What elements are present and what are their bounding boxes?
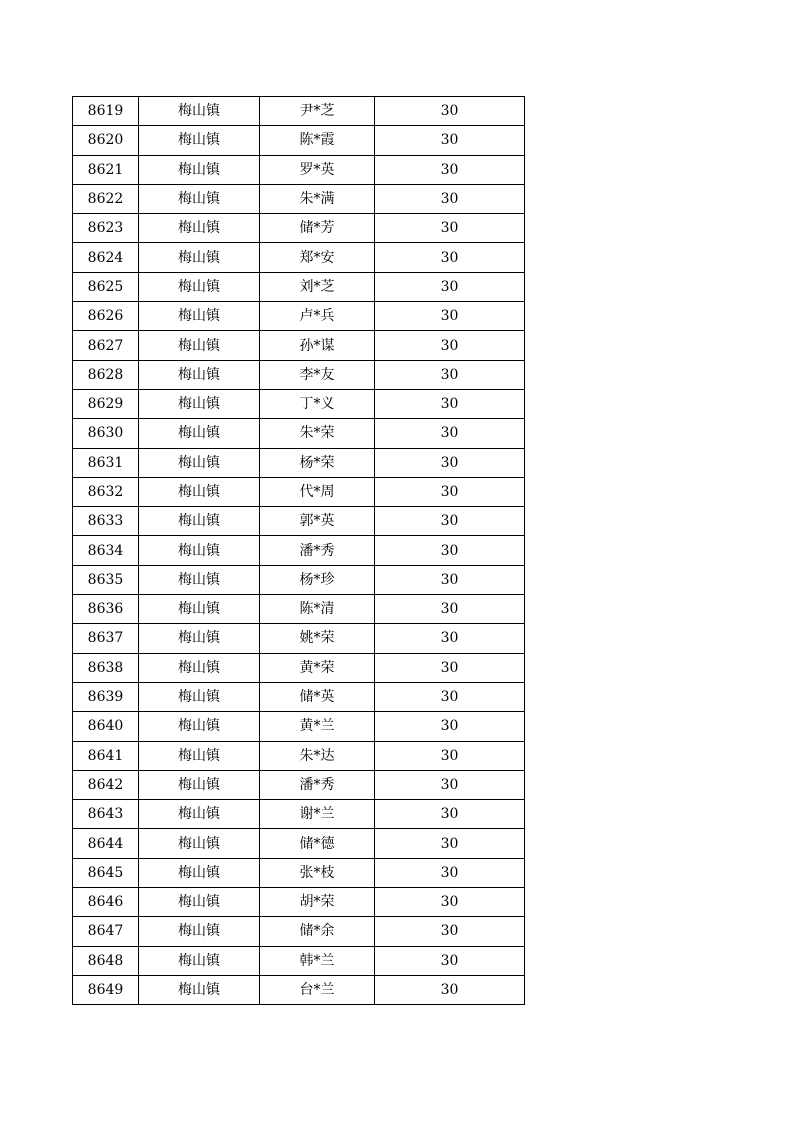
name-cell: 韩*兰 <box>260 946 375 975</box>
table-row <box>73 741 525 770</box>
amount-cell: 30 <box>375 624 525 653</box>
row-number-cell: 8622 <box>73 184 139 213</box>
name-cell: 朱*满 <box>260 184 375 213</box>
amount-cell: 30 <box>375 975 525 1004</box>
name-cell: 储*芳 <box>260 214 375 243</box>
name-cell: 黄*兰 <box>260 712 375 741</box>
amount-cell: 30 <box>375 770 525 799</box>
table-row <box>73 975 525 1004</box>
town-cell: 梅山镇 <box>139 536 260 565</box>
row-number-cell: 8648 <box>73 946 139 975</box>
town-cell: 梅山镇 <box>139 888 260 917</box>
row-number-cell: 8642 <box>73 770 139 799</box>
name-cell: 储*德 <box>260 829 375 858</box>
table-row <box>73 184 525 213</box>
table-row <box>73 888 525 917</box>
amount-cell: 30 <box>375 302 525 331</box>
table-row <box>73 565 525 594</box>
row-number-cell: 8634 <box>73 536 139 565</box>
amount-cell: 30 <box>375 536 525 565</box>
table-row <box>73 770 525 799</box>
town-cell: 梅山镇 <box>139 448 260 477</box>
town-cell: 梅山镇 <box>139 653 260 682</box>
town-cell: 梅山镇 <box>139 800 260 829</box>
amount-cell: 30 <box>375 448 525 477</box>
town-cell: 梅山镇 <box>139 712 260 741</box>
town-cell: 梅山镇 <box>139 741 260 770</box>
row-number-cell: 8636 <box>73 595 139 624</box>
amount-cell: 30 <box>375 917 525 946</box>
row-number-cell: 8647 <box>73 917 139 946</box>
amount-cell: 30 <box>375 389 525 418</box>
row-number-cell: 8645 <box>73 858 139 887</box>
row-number-cell: 8631 <box>73 448 139 477</box>
table-row <box>73 243 525 272</box>
row-number-cell: 8630 <box>73 419 139 448</box>
row-number-cell: 8646 <box>73 888 139 917</box>
amount-cell: 30 <box>375 682 525 711</box>
amount-cell: 30 <box>375 829 525 858</box>
town-cell: 梅山镇 <box>139 507 260 536</box>
row-number-cell: 8635 <box>73 565 139 594</box>
table-row <box>73 448 525 477</box>
row-number-cell: 8638 <box>73 653 139 682</box>
amount-cell: 30 <box>375 155 525 184</box>
table-row <box>73 360 525 389</box>
row-number-cell: 8629 <box>73 389 139 418</box>
table-row <box>73 858 525 887</box>
roster-table <box>72 96 525 1005</box>
row-number-cell: 8623 <box>73 214 139 243</box>
town-cell: 梅山镇 <box>139 917 260 946</box>
name-cell: 储*余 <box>260 917 375 946</box>
town-cell: 梅山镇 <box>139 858 260 887</box>
amount-cell: 30 <box>375 888 525 917</box>
row-number-cell: 8628 <box>73 360 139 389</box>
amount-cell: 30 <box>375 360 525 389</box>
amount-cell: 30 <box>375 243 525 272</box>
town-cell: 梅山镇 <box>139 565 260 594</box>
table-row <box>73 829 525 858</box>
name-cell: 孙*谋 <box>260 331 375 360</box>
name-cell: 储*英 <box>260 682 375 711</box>
row-number-cell: 8625 <box>73 272 139 301</box>
name-cell: 潘*秀 <box>260 770 375 799</box>
town-cell: 梅山镇 <box>139 946 260 975</box>
amount-cell: 30 <box>375 214 525 243</box>
name-cell: 姚*荣 <box>260 624 375 653</box>
amount-cell: 30 <box>375 653 525 682</box>
amount-cell: 30 <box>375 184 525 213</box>
town-cell: 梅山镇 <box>139 360 260 389</box>
row-number-cell: 8644 <box>73 829 139 858</box>
town-cell: 梅山镇 <box>139 331 260 360</box>
row-number-cell: 8620 <box>73 126 139 155</box>
row-number-cell: 8626 <box>73 302 139 331</box>
name-cell: 尹*芝 <box>260 97 375 126</box>
row-number-cell: 8619 <box>73 97 139 126</box>
amount-cell: 30 <box>375 800 525 829</box>
table-row <box>73 477 525 506</box>
town-cell: 梅山镇 <box>139 272 260 301</box>
row-number-cell: 8641 <box>73 741 139 770</box>
amount-cell: 30 <box>375 477 525 506</box>
town-cell: 梅山镇 <box>139 302 260 331</box>
name-cell: 杨*珍 <box>260 565 375 594</box>
name-cell: 朱*荣 <box>260 419 375 448</box>
name-cell: 潘*秀 <box>260 536 375 565</box>
row-number-cell: 8627 <box>73 331 139 360</box>
name-cell: 丁*义 <box>260 389 375 418</box>
town-cell: 梅山镇 <box>139 829 260 858</box>
name-cell: 代*周 <box>260 477 375 506</box>
name-cell: 谢*兰 <box>260 800 375 829</box>
table-row <box>73 800 525 829</box>
roster-table-body <box>73 97 525 1005</box>
table-row <box>73 917 525 946</box>
town-cell: 梅山镇 <box>139 389 260 418</box>
amount-cell: 30 <box>375 712 525 741</box>
name-cell: 罗*英 <box>260 155 375 184</box>
amount-cell: 30 <box>375 858 525 887</box>
table-row <box>73 595 525 624</box>
town-cell: 梅山镇 <box>139 97 260 126</box>
name-cell: 李*友 <box>260 360 375 389</box>
name-cell: 台*兰 <box>260 975 375 1004</box>
table-row <box>73 155 525 184</box>
amount-cell: 30 <box>375 419 525 448</box>
table-row <box>73 419 525 448</box>
name-cell: 张*枝 <box>260 858 375 887</box>
table-row <box>73 624 525 653</box>
row-number-cell: 8632 <box>73 477 139 506</box>
amount-cell: 30 <box>375 595 525 624</box>
town-cell: 梅山镇 <box>139 770 260 799</box>
name-cell: 陈*霞 <box>260 126 375 155</box>
amount-cell: 30 <box>375 741 525 770</box>
town-cell: 梅山镇 <box>139 682 260 711</box>
table-row <box>73 389 525 418</box>
row-number-cell: 8649 <box>73 975 139 1004</box>
row-number-cell: 8643 <box>73 800 139 829</box>
town-cell: 梅山镇 <box>139 477 260 506</box>
name-cell: 杨*荣 <box>260 448 375 477</box>
table-row <box>73 653 525 682</box>
town-cell: 梅山镇 <box>139 595 260 624</box>
name-cell: 郭*英 <box>260 507 375 536</box>
town-cell: 梅山镇 <box>139 214 260 243</box>
table-row <box>73 97 525 126</box>
town-cell: 梅山镇 <box>139 243 260 272</box>
row-number-cell: 8639 <box>73 682 139 711</box>
table-row <box>73 712 525 741</box>
amount-cell: 30 <box>375 126 525 155</box>
name-cell: 卢*兵 <box>260 302 375 331</box>
row-number-cell: 8633 <box>73 507 139 536</box>
amount-cell: 30 <box>375 97 525 126</box>
amount-cell: 30 <box>375 507 525 536</box>
town-cell: 梅山镇 <box>139 975 260 1004</box>
name-cell: 胡*荣 <box>260 888 375 917</box>
table-row <box>73 331 525 360</box>
town-cell: 梅山镇 <box>139 624 260 653</box>
table-row <box>73 946 525 975</box>
row-number-cell: 8621 <box>73 155 139 184</box>
table-row <box>73 682 525 711</box>
town-cell: 梅山镇 <box>139 126 260 155</box>
town-cell: 梅山镇 <box>139 419 260 448</box>
table-row <box>73 126 525 155</box>
amount-cell: 30 <box>375 331 525 360</box>
amount-cell: 30 <box>375 946 525 975</box>
name-cell: 刘*芝 <box>260 272 375 301</box>
table-row <box>73 302 525 331</box>
name-cell: 陈*清 <box>260 595 375 624</box>
row-number-cell: 8637 <box>73 624 139 653</box>
row-number-cell: 8624 <box>73 243 139 272</box>
name-cell: 朱*达 <box>260 741 375 770</box>
amount-cell: 30 <box>375 565 525 594</box>
table-row <box>73 272 525 301</box>
town-cell: 梅山镇 <box>139 155 260 184</box>
table-row <box>73 214 525 243</box>
town-cell: 梅山镇 <box>139 184 260 213</box>
table-row <box>73 536 525 565</box>
name-cell: 郑*安 <box>260 243 375 272</box>
row-number-cell: 8640 <box>73 712 139 741</box>
name-cell: 黄*荣 <box>260 653 375 682</box>
amount-cell: 30 <box>375 272 525 301</box>
table-row <box>73 507 525 536</box>
